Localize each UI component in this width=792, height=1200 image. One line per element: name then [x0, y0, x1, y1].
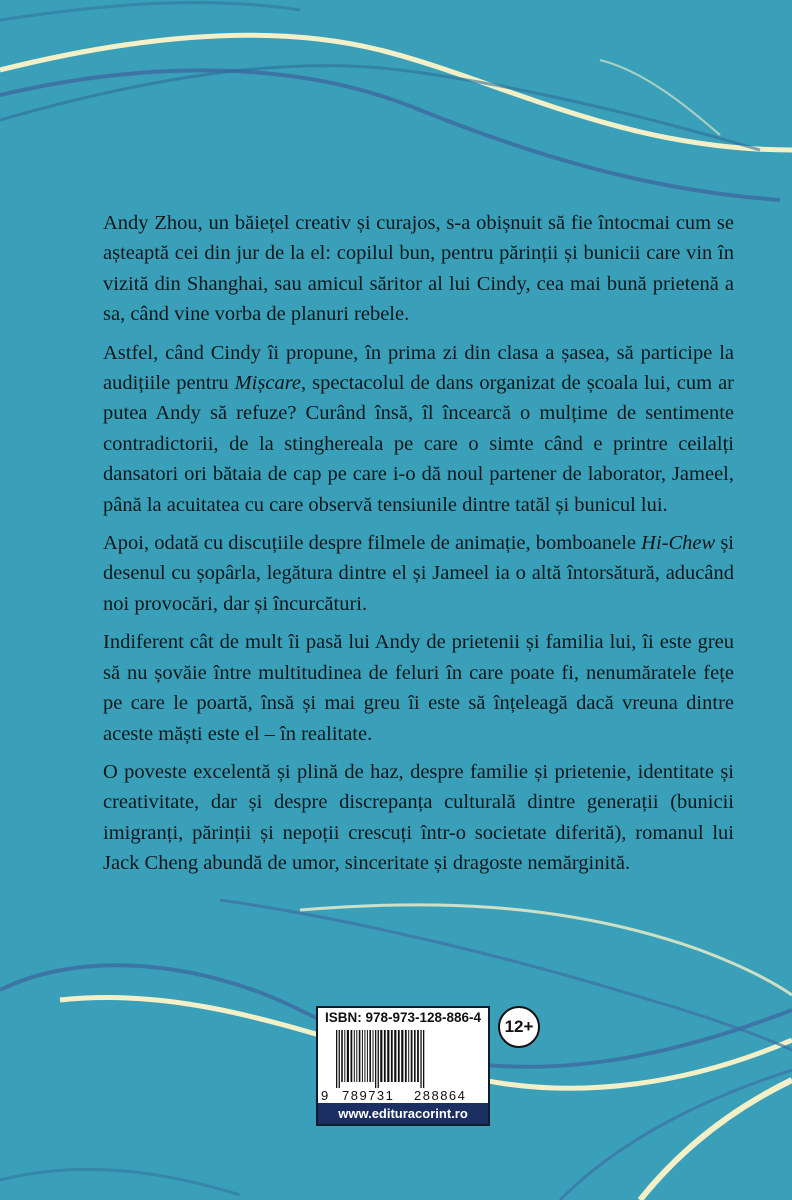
barcode-bar — [339, 1030, 340, 1088]
blurb-text — [103, 208, 734, 887]
barcode-bar — [420, 1030, 421, 1088]
paragraph-5: O poveste excelentă și plină de haz, despre familie și prietenie, identitate și creativitate, dar și despre discrepanța culturală dintre generații (bunicii imigranți, părinții și nepoții crescuți într-o societate diferită), romanul lui Jack Cheng abundă de umor, sinceritate și dragoste nemărginită. — [103, 760, 734, 875]
barcode-bar — [364, 1030, 365, 1082]
barcode-bar — [405, 1030, 407, 1082]
barcode-bar — [411, 1030, 413, 1082]
barcode-bar — [375, 1030, 376, 1088]
barcode-bar — [378, 1030, 379, 1088]
barcode-bar — [336, 1030, 337, 1088]
barcode-bar — [347, 1030, 349, 1082]
isbn-label: ISBN: 978-973-128-886-4 — [324, 1010, 482, 1025]
paragraph-4: Indiferent cât de mult îi pasă lui Andy de prietenii și familia lui, îi este greu să nu șovăie între multitudinea de feluri în care poate fi, nenumăratele fețe pe care le poartă, însă și mai greu îi este să înțeleagă dacă vreuna dintre aceste măști este el – în realitate. — [103, 631, 734, 745]
barcode-bar — [387, 1030, 389, 1082]
barcode-digits-right: 288864 — [414, 1088, 467, 1103]
barcode-bar — [356, 1030, 357, 1082]
barcode-bar — [423, 1030, 424, 1088]
barcode-bar — [401, 1030, 403, 1082]
barcode-bar — [369, 1030, 371, 1082]
barcode-bar — [341, 1030, 343, 1082]
barcode-bar — [367, 1030, 368, 1082]
barcode-bar — [373, 1030, 374, 1082]
barcode-bar — [394, 1030, 396, 1082]
paragraph-2: Astfel, când Cindy îi propune, în prima zi din clasa a șasea, să participe la audițiile pentru Mișcare, spectacolul de dans organizat de școala lui, cum ar putea Andy să refuze? Curând însă, îl încearcă o mulțime de sentimente contradictorii, de la stinghereala pe care o simte când e printre ceilalți dansatori ori bătaia de cap pe care i-o dă noul partener de laborator, Jameel, până la acuitatea cu care observă tensiunile dintre tatăl și bunicul lui. — [103, 341, 734, 516]
barcode-bar — [384, 1030, 386, 1082]
publisher-website: www.edituracorint.ro — [318, 1103, 488, 1124]
age-rating-badge: 12+ — [498, 1006, 540, 1048]
paragraph-1: Andy Zhou, un băiețel creativ și curajos, s-a obișnuit să fie întocmai cum se așteaptă cei din jur de la el: copilul bun, pentru părinții și bunicii care vin în vizită din Shanghai, sau amicul săritor al lui Cindy, cea mai bună prietenă a sa, când vine vorba de planuri rebele. — [103, 212, 734, 326]
paragraph-3: Apoi, odată cu discuțiile despre filmele de animație, bomboanele Hi-Chew și desenul cu șopârla, legătura dintre el și Jameel ia o altă întorsătură, aducând noi provocări, dar și încurcături. — [103, 532, 734, 615]
barcode-bar — [354, 1030, 355, 1082]
barcode-bar — [398, 1030, 400, 1082]
barcode-digits-left: 789731 — [342, 1088, 395, 1103]
barcode-bar — [344, 1030, 345, 1082]
barcode-bar — [414, 1030, 416, 1082]
barcode-bar — [417, 1030, 419, 1082]
barcode-graphic — [322, 1030, 484, 1088]
barcode-bar — [351, 1030, 353, 1082]
barcode-bar — [408, 1030, 409, 1082]
barcode-bar — [359, 1030, 361, 1082]
barcode-bar — [362, 1030, 363, 1082]
isbn-barcode-box — [316, 1006, 490, 1126]
barcode-bar — [391, 1030, 393, 1082]
barcode-bar — [380, 1030, 382, 1082]
barcode-digit-first: 9 — [321, 1088, 330, 1103]
